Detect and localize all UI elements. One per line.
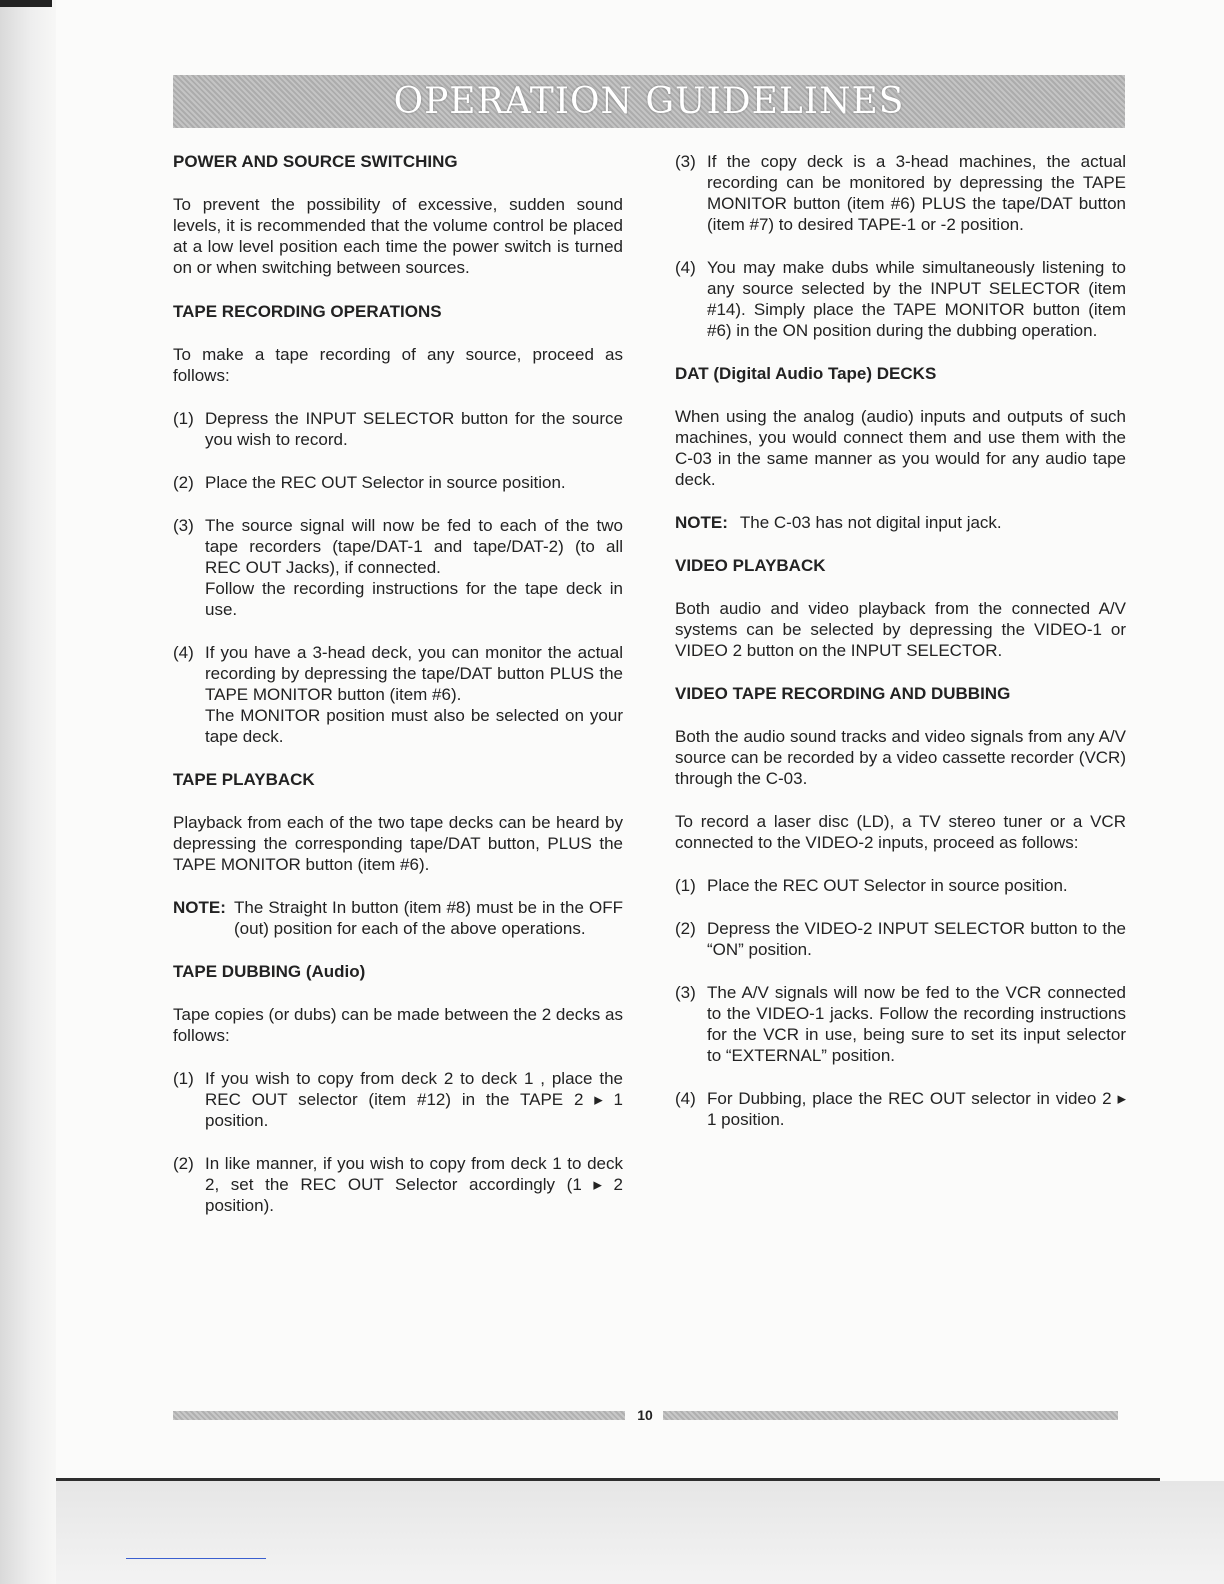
list-item-text: If the copy deck is a 3-head machines, the actual recording can be monitored by depressing the TAPE MONITOR button (item #6) PLUS the tape/DAT button (item #7) to desired TAPE-1 or -2 position. (707, 152, 1126, 234)
list-item (675, 151, 1126, 235)
list-item-text: Depress the INPUT SELECTOR button for the source you wish to record. (205, 409, 623, 449)
list-item-number: (4) (173, 643, 194, 662)
list-item (173, 408, 623, 450)
section-heading-tape-dubbing: TAPE DUBBING (Audio) (173, 962, 366, 981)
list-item (675, 982, 1126, 1066)
page-left-edge-shadow (0, 0, 56, 1584)
list-item-text: Place the REC OUT Selector in source position. (205, 473, 566, 492)
scan-bottom-margin (56, 1481, 1224, 1584)
footer-rule-right (663, 1411, 1118, 1420)
list-item-text: For Dubbing, place the REC OUT selector in video 2 ▸ 1 position. (707, 1089, 1126, 1129)
list-item-text: You may make dubs while simultaneously listening to any source selected by the INPUT SELECTOR (item #14). Simply place the TAPE MONITOR button (item #6) in the ON position during the dubbing operation. (707, 258, 1126, 340)
section-heading-tape-playback: TAPE PLAYBACK (173, 770, 315, 789)
note-text: The C-03 has not digital input jack. (739, 513, 1002, 532)
list-item-number: (1) (675, 876, 696, 895)
page-title: OPERATION GUIDELINES (393, 81, 905, 122)
section-heading-dat-decks: DAT (Digital Audio Tape) DECKS (675, 364, 937, 383)
list-item-text: Depress the VIDEO-2 INPUT SELECTOR button to the “ON” position. (707, 919, 1126, 959)
video-recording-paragraph: Both the audio sound tracks and video signals from any A/V source can be recorded by a video cassette recorder (VCR) through the C-03. (675, 727, 1126, 788)
list-item-number: (3) (675, 983, 696, 1002)
list-item (675, 918, 1126, 960)
list-item (675, 875, 1126, 896)
list-item-text-continued: Follow the recording instructions for the tape deck in use. (205, 579, 623, 619)
list-item-text: The source signal will now be fed to each of the two tape recorders (tape/DAT-1 and tape/DAT-2) (to all REC OUT Jacks), if connected. (205, 516, 623, 577)
dat-paragraph: When using the analog (audio) inputs and outputs of such machines, you would connect them and use them with the C-03 in the same manner as you would for any audio tape deck. (675, 407, 1126, 489)
right-column (675, 151, 1126, 1130)
list-item (173, 1153, 623, 1216)
list-item-text: Place the REC OUT Selector in source position. (707, 876, 1068, 895)
corner-registration-mark (0, 0, 52, 7)
note-label: NOTE: (173, 898, 226, 917)
section-heading-tape-recording: TAPE RECORDING OPERATIONS (173, 302, 442, 321)
section-heading-video-recording: VIDEO TAPE RECORDING AND DUBBING (675, 684, 1011, 703)
list-item-number: (1) (173, 1069, 194, 1088)
list-item-number: (4) (675, 1089, 696, 1108)
list-item-number: (2) (675, 919, 696, 938)
section-heading-video-playback: VIDEO PLAYBACK (675, 556, 826, 575)
note-block (173, 897, 623, 939)
list-item-number: (4) (675, 258, 696, 277)
note-text: The Straight In button (item #8) must be in the OFF (out) position for each of the above operations. (234, 898, 623, 938)
list-item-number: (3) (675, 152, 696, 171)
list-item-number: (2) (173, 1154, 194, 1173)
list-item (173, 642, 623, 747)
list-item-text: In like manner, if you wish to copy from deck 1 to deck 2, set the REC OUT Selector accordingly (1 ▸ 2 position). (205, 1154, 623, 1215)
footer-rule-left (173, 1411, 625, 1420)
power-paragraph: To prevent the possibility of excessive, sudden sound levels, it is recommended that the volume control be placed at a low level position each time the power switch is turned on or when switching between sources. (173, 195, 623, 277)
list-item (173, 1068, 623, 1131)
page-number: 10 (637, 1407, 653, 1423)
video-playback-paragraph: Both audio and video playback from the connected A/V systems can be selected by depressing the VIDEO-1 or VIDEO 2 button on the INPUT SELECTOR. (675, 599, 1126, 660)
list-item-number: (1) (173, 409, 194, 428)
bottom-underline-mark (126, 1558, 266, 1559)
title-banner (173, 75, 1125, 128)
note-block (675, 512, 1126, 533)
list-item-text: If you wish to copy from deck 2 to deck 1 , place the REC OUT selector (item #12) in the TAPE 2 ▸ 1 position. (205, 1069, 623, 1130)
video-recording-intro: To record a laser disc (LD), a TV stereo tuner or a VCR connected to the VIDEO-2 inputs, proceed as follows: (675, 812, 1126, 852)
list-item (173, 515, 623, 620)
list-item-text: If you have a 3-head deck, you can monitor the actual recording by depressing the tape/DAT button PLUS the TAPE MONITOR button (item #6). (205, 643, 623, 704)
list-item (675, 1088, 1126, 1130)
list-item (675, 257, 1126, 341)
section-heading-power: POWER AND SOURCE SWITCHING (173, 152, 458, 171)
list-item (173, 472, 623, 493)
list-item-number: (3) (173, 516, 194, 535)
note-label: NOTE: (675, 513, 728, 532)
list-item-number: (2) (173, 473, 194, 492)
left-column (173, 151, 623, 1216)
list-item-text: The A/V signals will now be fed to the VCR connected to the VIDEO-1 jacks. Follow the recording instructions for the VCR in use, being sure to set its input selector to “EXTERNAL” position. (707, 983, 1126, 1065)
tape-dubbing-intro: Tape copies (or dubs) can be made between the 2 decks as follows: (173, 1005, 623, 1045)
list-item-text-continued: The MONITOR position must also be selected on your tape deck. (205, 706, 623, 746)
tape-recording-intro: To make a tape recording of any source, proceed as follows: (173, 345, 623, 385)
tape-playback-paragraph: Playback from each of the two tape decks can be heard by depressing the corresponding tape/DAT button, PLUS the TAPE MONITOR button (item #6). (173, 813, 623, 874)
